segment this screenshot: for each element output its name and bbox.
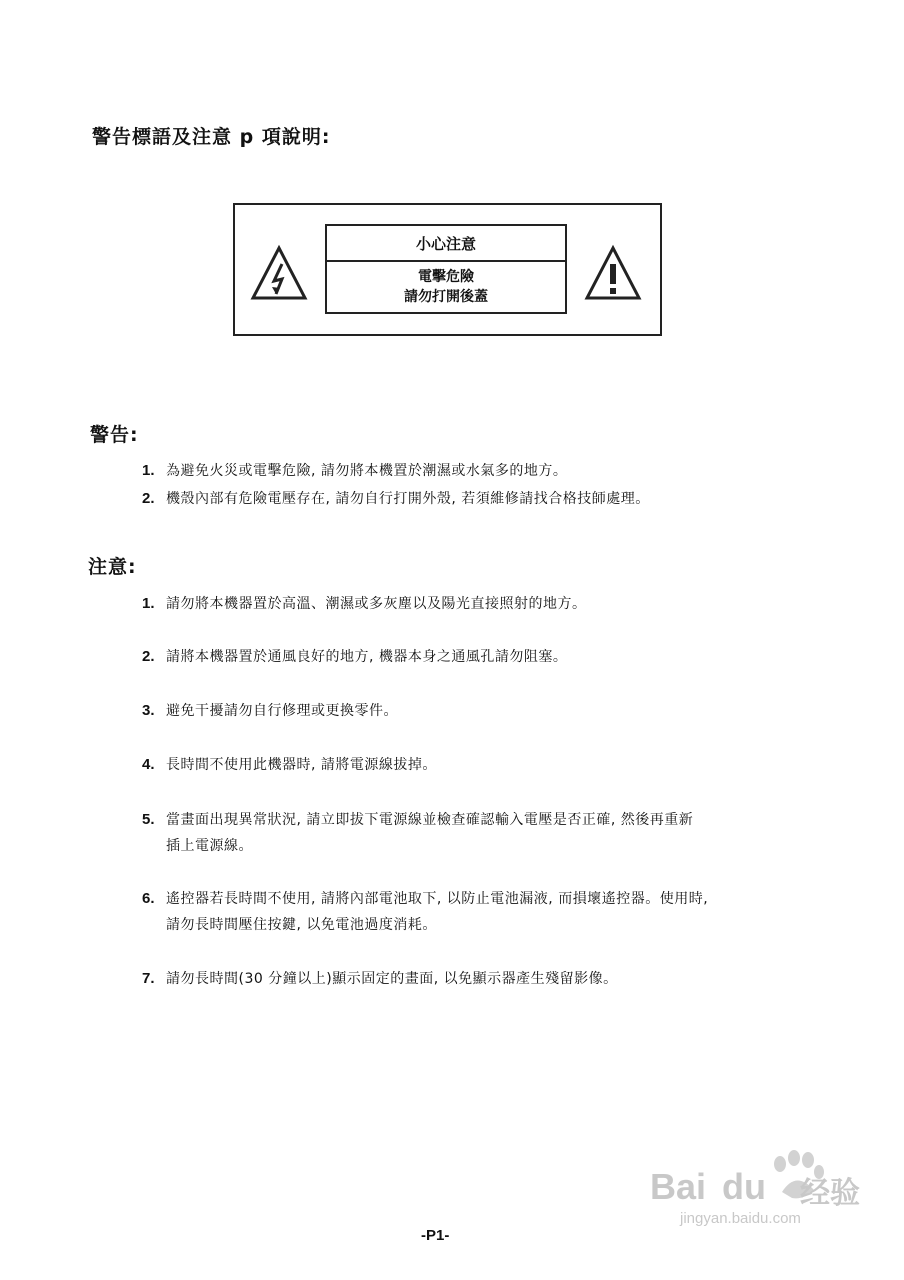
label-warning-text bbox=[327, 262, 565, 312]
notes-heading: 注意: bbox=[88, 556, 137, 578]
watermark-brand-2: du bbox=[722, 1166, 766, 1207]
list-item bbox=[142, 459, 842, 483]
watermark-cn: 经验 bbox=[800, 1176, 860, 1211]
label-line-1: 電擊危險 bbox=[418, 269, 474, 285]
warnings-heading: 警告: bbox=[90, 424, 139, 446]
item-number: 3. bbox=[142, 702, 155, 719]
list-item bbox=[142, 487, 842, 511]
item-number: 7. bbox=[142, 970, 155, 987]
watermark-brand: Bai bbox=[650, 1166, 707, 1207]
item-number: 5. bbox=[142, 811, 155, 828]
item-text: 避免干擾請勿自行修理或更換零件。 bbox=[166, 703, 398, 719]
label-text-box bbox=[325, 224, 567, 314]
item-text-line-2: 插上電源線。 bbox=[166, 838, 253, 854]
list-item bbox=[142, 645, 842, 669]
item-text-line-1: 遙控器若長時間不使用, 請將內部電池取下, 以防止電池漏液, 而損壞遙控器。使用時, bbox=[166, 891, 709, 907]
watermark bbox=[650, 1160, 870, 1230]
item-text: 請勿將本機器置於高溫、潮濕或多灰塵以及陽光直接照射的地方。 bbox=[166, 596, 587, 612]
item-number: 4. bbox=[142, 756, 155, 773]
watermark-url: jingyan.baidu.com bbox=[680, 1210, 801, 1227]
item-number: 6. bbox=[142, 890, 155, 907]
page-title: 警告標語及注意 p 項說明: bbox=[92, 126, 331, 148]
item-text: 為避免火災或電擊危險, 請勿將本機置於潮濕或水氣多的地方。 bbox=[166, 463, 568, 479]
list-item bbox=[142, 699, 842, 723]
exclamation-icon bbox=[583, 244, 643, 302]
item-text: 請勿長時間(30 分鐘以上)顯示固定的畫面, 以免顯示器產生殘留影像。 bbox=[166, 971, 618, 987]
item-text-line-1: 當畫面出現異常狀況, 請立即拔下電源線並檢查確認輸入電壓是否正確, 然後再重新 bbox=[166, 812, 694, 828]
item-number: 1. bbox=[142, 595, 155, 612]
label-line-2: 請勿打開後蓋 bbox=[404, 289, 488, 305]
list-item bbox=[142, 808, 842, 860]
list-item bbox=[142, 753, 842, 777]
item-text: 機殼內部有危險電壓存在, 請勿自行打開外殼, 若須維修請找合格技師處理。 bbox=[166, 491, 650, 507]
item-number: 2. bbox=[142, 648, 155, 665]
item-text: 長時間不使用此機器時, 請將電源線拔掉。 bbox=[166, 757, 437, 773]
caution-label: 小心注意 bbox=[327, 226, 565, 262]
item-text-line-2: 請勿長時間壓住按鍵, 以免電池過度消耗。 bbox=[166, 917, 437, 933]
high-voltage-icon bbox=[249, 244, 309, 302]
item-number: 2. bbox=[142, 490, 155, 507]
page-number: -P1- bbox=[421, 1227, 450, 1244]
item-number: 1. bbox=[142, 462, 155, 479]
list-item bbox=[142, 887, 842, 939]
item-text: 請將本機器置於通風良好的地方, 機器本身之通風孔請勿阻塞。 bbox=[166, 649, 568, 665]
list-item bbox=[142, 592, 842, 616]
list-item bbox=[142, 967, 842, 991]
